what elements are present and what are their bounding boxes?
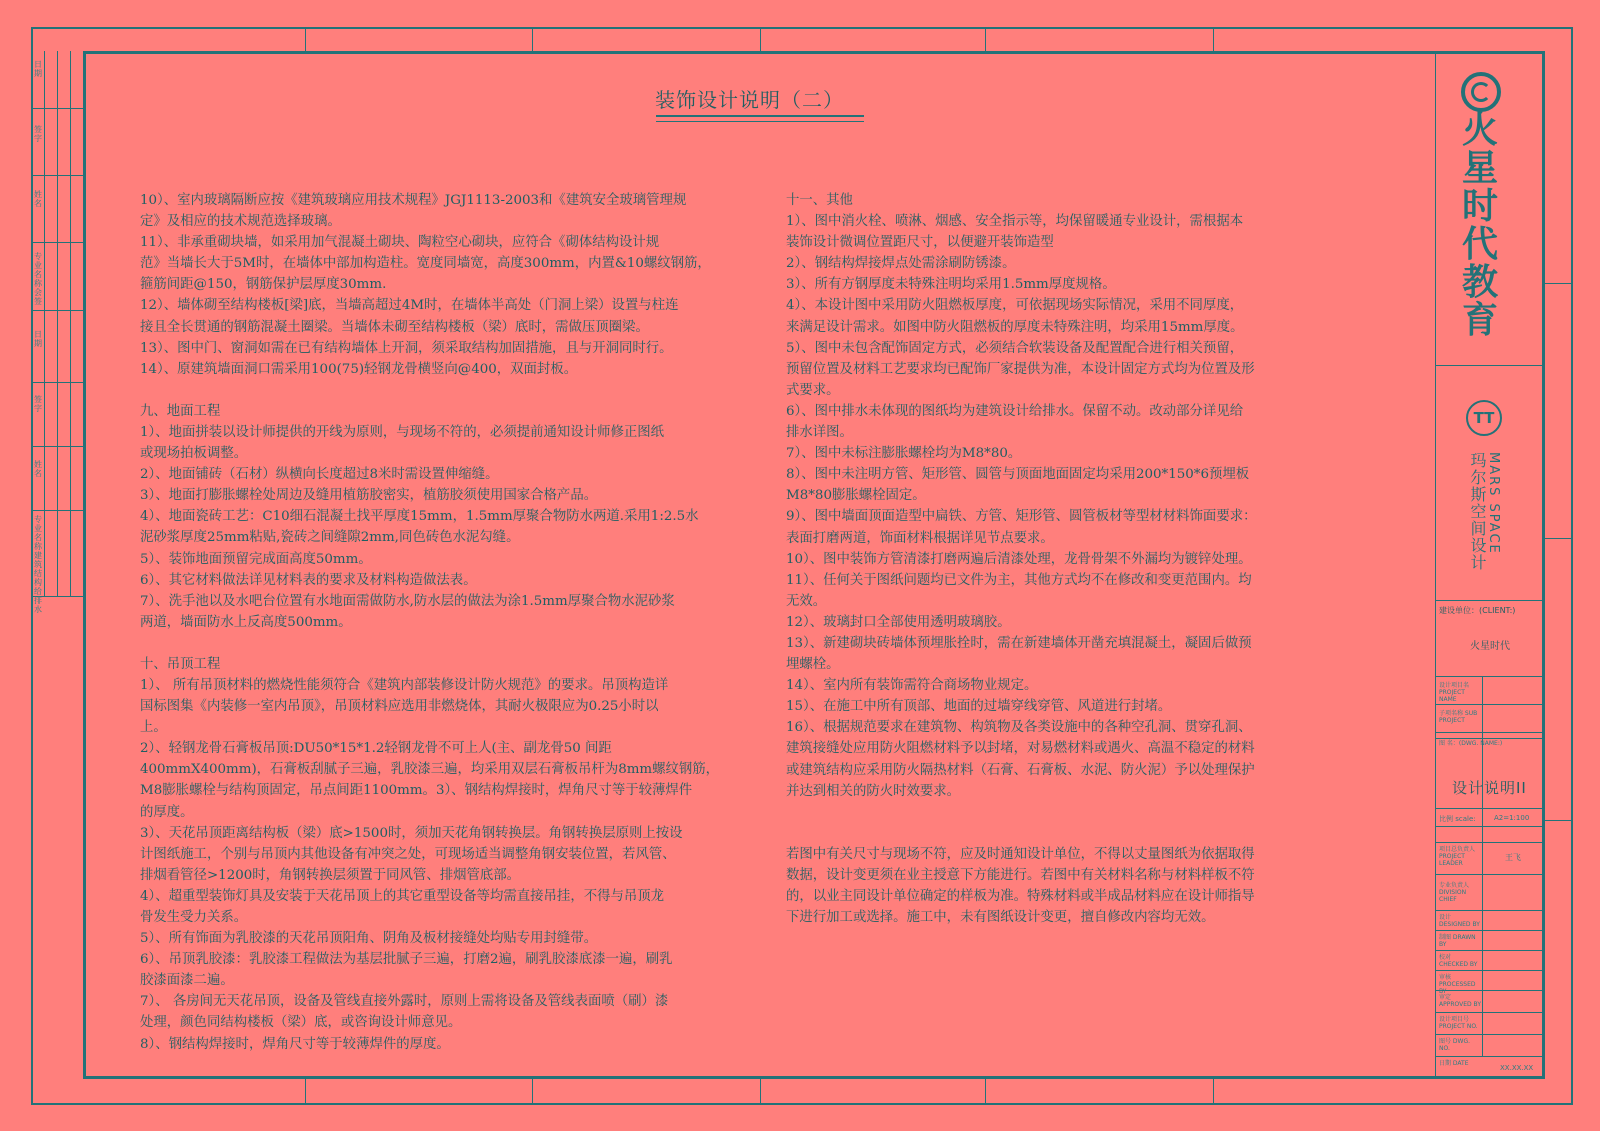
strip-label: 姓名	[34, 460, 42, 478]
drawn-label: 制图 DRAWN BY	[1439, 934, 1476, 948]
note-line: 来满足设计需求。如图中防火阻燃板的厚度未特殊注明，均采用15mm厚度。	[786, 319, 1244, 335]
drawing-title: 设计说明II	[1452, 779, 1527, 797]
title-underline	[656, 115, 864, 117]
project-leader-label: 项目总负责人 PROJECT LEADER	[1439, 846, 1476, 867]
strip-label: 姓名	[34, 190, 42, 208]
frame-tick	[532, 1079, 533, 1105]
note-line: 4）、地面瓷砖工艺：C10细石混凝土找平厚度15mm，1.5mm厚聚合物防水两道.采用1:2.5水	[140, 509, 699, 525]
frame-tick	[305, 1079, 306, 1105]
note-line: 或现场拍板调整。	[140, 446, 248, 462]
page-title: 装饰设计说明（二）	[655, 88, 844, 112]
frame-tick	[760, 1079, 761, 1105]
spacer	[786, 823, 1314, 844]
note-line: 国标图集《内装修一室内吊顶》，吊顶材料应选用非燃烧体，其耐火极限应为0.25小时以	[140, 699, 659, 715]
note-line: 泥砂浆厚度25mm粘贴,瓷砖之间缝隙2mm,同色砖色水泥勾缝。	[140, 530, 520, 546]
note-line: 或建筑结构应采用防火隔热材料（石膏、石膏板、水泥、防火泥）予以处理保护	[786, 762, 1255, 778]
note-line: 的，以业主同设计单位确定的样板为准。特殊材料或半成品材料应在设计师指导	[786, 888, 1255, 904]
strip-label: 专业名称 会签	[34, 252, 42, 306]
note-line: 5）、图中未包含配饰固定方式，必须结合软装设备及配置配合进行相关预留，	[786, 340, 1244, 356]
brand-name: 火星时代教育	[1461, 110, 1498, 341]
frame-tick	[1545, 283, 1573, 284]
designed-label: 设计 DESIGNED BY	[1439, 914, 1480, 928]
note-line: 下进行加工或选择。施工中，未有图纸设计变更，擅自修改内容均无效。	[786, 910, 1215, 925]
spacer	[140, 633, 740, 654]
notes-left-column	[140, 190, 740, 1055]
note-line: 12）、玻璃封口全部使用透明玻璃胶。	[786, 614, 1011, 630]
note-line: 1）、图中消火栓、喷淋、烟感、安全指示等，均保留暖通专业设计，需根据本	[786, 214, 1244, 230]
note-line: 3）、所有方钢厚度未特殊注明均采用1.5mm厚度规格。	[786, 277, 1116, 293]
brand2-chinese: 玛尔斯空间设计	[1468, 452, 1487, 571]
note-line: 9）、图中墙面顶面造型中扁铁、方管、矩形管、圆管板材等型材材料饰面要求：	[786, 509, 1257, 525]
note-line: 8）、图中未注明方管、矩形管、圆管与顶面地面固定均采用200*150*6预埋板	[786, 467, 1250, 483]
drawing-name-label: 图 名：(DWG. NAME:)	[1439, 740, 1503, 747]
frame-tick	[985, 1079, 986, 1105]
note-line: 11）、非承重砌块墙，如采用加气混凝土砌块、陶粒空心砌块，应符合《砌体结构设计规	[140, 235, 660, 251]
note-line: 接且全长贯通的钢筋混凝土圈梁。当墙体未砌至结构楼板（梁）底时，需做压顶圈梁。	[140, 319, 649, 335]
note-line: 13）、新建砌块砖墙体预埋胀拴时，需在新建墙体开凿充填混凝土，凝固后做预	[786, 635, 1252, 651]
frame-tick	[1545, 820, 1573, 821]
spacer	[140, 380, 740, 401]
project-name-label: 设计项目名 PROJECT NAME	[1439, 682, 1470, 703]
note-line: 排烟看管径>1200时，角钢转换层须置于同风管、排烟管底部。	[140, 867, 521, 883]
note-line: 7）、图中未标注膨胀螺栓均为M8*80。	[786, 446, 1022, 462]
note-line: 3）、地面打膨胀螺栓处周边及缝用植筋胶密实，植筋胶须使用国家合格产品。	[140, 488, 598, 504]
scale-value: A2=1:100	[1494, 814, 1530, 822]
processed-label: 审核 PROCESSED BY	[1439, 974, 1476, 995]
note-line: 14）、原建筑墙面洞口需采用100(75)轻钢龙骨横竖向@400，双面封板。	[140, 361, 578, 377]
client-label: 建设单位：(CLIENT:)	[1439, 606, 1516, 615]
note-line: 定》及相应的技术规范选择玻璃。	[140, 214, 341, 230]
note-line: 十一、其他	[786, 193, 853, 208]
title-underline	[656, 121, 864, 122]
scale-label: 比例 scale:	[1439, 815, 1476, 823]
strip-label: 日期	[34, 330, 42, 348]
frame-tick	[1213, 27, 1214, 51]
date-label: 日期 DATE	[1439, 1060, 1469, 1067]
note-line: 埋螺栓。	[786, 657, 840, 673]
note-line: 的厚度。	[140, 804, 194, 820]
note-line: 3）、天花吊顶距离结构板（梁）底>1500时，须加天花角钢转换层。角钢转换层原则上按设	[140, 825, 683, 841]
checked-label: 校对 CHECKED BY	[1439, 954, 1478, 968]
division-chief-label: 专业负责人 DIVISION CHIEF	[1439, 882, 1470, 903]
note-line: 11）、任何关于图纸问题均已文件为主，其他方式均不在修改和变更范围内。均	[786, 572, 1252, 588]
note-line: 2）、轻钢龙骨石膏板吊顶:DU50*15*1.2轻钢龙骨不可上人(主、副龙骨50 间距	[140, 741, 612, 757]
strip-label: 专业名称 建筑 结构 给排水	[34, 515, 42, 614]
strip-label: 签字	[34, 125, 42, 143]
note-line: 2）、钢结构焊接焊点处需涂刷防锈漆。	[786, 256, 1016, 272]
note-line: 上。	[140, 720, 167, 736]
sub-project-label: 子项名称 SUB PROJECT	[1439, 710, 1478, 724]
note-line: 式要求。	[786, 382, 840, 398]
note-line: 12）、墙体砌至结构楼板[梁]底，当墙高超过4M时，在墙体半高处（门洞上梁）设置与柱连	[140, 298, 679, 314]
note-line: 10）、图中装饰方管清漆打磨两遍后清漆处理，龙骨骨架不外漏均为镀锌处理。	[786, 551, 1252, 567]
note-line: 2）、地面铺砖（石材）纵横向长度超过8米时需设置伸缩缝。	[140, 467, 499, 483]
note-line: 5）、所有饰面为乳胶漆的天花吊顶阳角、阴角及板材接缝处均贴专用封缝带。	[140, 931, 598, 947]
note-line: 表面打磨两道，饰面材料根据详见节点要求。	[786, 530, 1054, 546]
approved-label: 审定 APPROVED BY	[1439, 994, 1482, 1008]
frame-tick	[305, 27, 306, 51]
client-value: 火星时代	[1470, 641, 1510, 652]
frame-tick	[1545, 538, 1573, 539]
title-block-divider	[1435, 600, 1545, 601]
spacer	[786, 802, 1314, 823]
project-no-label: 设计项目号 PROJECT NO.	[1439, 1016, 1478, 1030]
note-line: 1）、地面拼装以设计师提供的开线为原则，与现场不符的，必须提前通知设计师修正图纸	[140, 424, 665, 440]
note-line: 两道，墙面防水上反高度500mm。	[140, 614, 352, 630]
note-line: 7）、洗手池以及水吧台位置有水地面需做防水,防水层的做法为涂1.5mm厚聚合物水泥砂浆	[140, 593, 675, 609]
mars-space-logo-icon: TT	[1466, 400, 1502, 436]
note-line: 预留位置及材料工艺要求均已配饰厂家提供为准，本设计固定方式均为位置及形	[786, 361, 1255, 377]
frame-tick	[760, 27, 761, 51]
frame-tick	[1213, 1079, 1214, 1105]
brand2-english: MARS SPACE	[1486, 452, 1501, 555]
note-line: 排水详图。	[786, 425, 853, 441]
note-line: 范》当墙长大于5M时，在墙体中部加构造柱。宽度同墙宽，高度300mm，内置&10螺纹钢筋，	[140, 256, 711, 272]
frame-tick	[985, 27, 986, 51]
note-line: 8）、钢结构焊接时，焊角尺寸等于较薄焊件的厚度。	[140, 1036, 450, 1052]
note-line: 数据，设计变更须在业主授意下方能进行。若图中有关材料名称与材料样板不符	[786, 867, 1255, 883]
note-line: M8*80膨胀螺栓固定。	[786, 488, 926, 504]
note-line: 14）、室内所有装饰需符合商场物业规定。	[786, 678, 1038, 694]
note-line: 400mmX400mm)，石膏板刮腻子三遍，乳胶漆三遍，均采用双层石膏板吊杆为8mm螺纹钢筋，	[140, 762, 720, 778]
note-line: 7）、 各房间无天花吊顶，设备及管线直接外露时，原则上需将设备及管线表面喷（刷）漆	[140, 994, 669, 1010]
date-value: XX.XX.XX	[1500, 1064, 1534, 1072]
note-line: 胶漆面漆二遍。	[140, 973, 234, 989]
note-line: 建筑接缝处应用防火阻燃材料予以封堵，对易燃材料或遇火、高温不稳定的材料	[786, 741, 1255, 757]
note-line: 6）、吊顶乳胶漆：乳胶漆工程做法为基层批腻子三遍，打磨2遍，刷乳胶漆底漆一遍，刷乳	[140, 952, 673, 968]
note-line: 箍筋间距@150，钢筋保护层厚度30mm.	[140, 277, 387, 293]
note-line: 6）、其它材料做法详见材料表的要求及材料构造做法表。	[140, 572, 477, 588]
note-line: 1）、 所有吊顶材料的燃烧性能须符合《建筑内部装修设计防火规范》的要求。吊顶构造详	[140, 677, 669, 693]
note-line: 无效。	[786, 593, 827, 609]
dwg-no-label: 图号 DWG. NO.	[1439, 1038, 1471, 1052]
note-line: 5）、装饰地面预留完成面高度50mm。	[140, 551, 372, 567]
brand-logo-icon	[1461, 72, 1501, 112]
note-line: 处理，颜色同结构楼板（梁）底，或咨询设计师意见。	[140, 1015, 462, 1031]
note-line: 并达到相关的防火时效要求。	[786, 783, 961, 799]
note-line: 6）、图中排水未体现的图纸均为建筑设计给排水。保留不动。改动部分详见给	[786, 403, 1244, 419]
note-line: 16）、根据规范要求在建筑物、构筑物及各类设施中的各种空孔洞、贯穿孔洞、	[786, 720, 1252, 736]
note-line: 九、地面工程	[140, 403, 221, 419]
notes-right-column	[786, 190, 1314, 928]
note-line: 十、吊顶工程	[140, 656, 221, 672]
strip-label: 日期	[34, 60, 42, 78]
note-line: 计图纸施工，个别与吊顶内其他设备有冲突之处，可现场适当调整角钢安装位置，若风管、	[140, 846, 676, 862]
note-line: 装饰设计微调位置距尺寸，以便避开装饰造型	[786, 235, 1054, 251]
note-line: 10）、室内玻璃隔断应按《建筑玻璃应用技术规程》JGJ1113-2003和《建筑安全玻璃管理规	[140, 193, 687, 208]
note-line: 15）、在施工中所有顶部、地面的过墙穿线穿管、风道进行封堵。	[786, 699, 1172, 715]
strip-label: 签字	[34, 395, 42, 413]
note-line: 骨发生受力关系。	[140, 910, 248, 925]
note-line: M8膨胀螺栓与结构顶固定，吊点间距1100mm。3）、钢结构焊接时，焊角尺寸等于较薄焊件	[140, 783, 693, 799]
frame-tick	[532, 27, 533, 51]
note-line: 13）、图中门、窗洞如需在已有结构墙体上开洞，须采取结构加固措施，且与开洞同时行。	[140, 340, 673, 356]
note-line: 4）、本设计图中采用防火阻燃板厚度，可依据现场实际情况，采用不同厚度，	[786, 298, 1244, 314]
title-block-divider	[1435, 365, 1545, 366]
note-line: 4）、超重型装饰灯具及安装于天花吊顶上的其它重型设备等均需直接吊挂，不得与吊顶龙	[140, 888, 665, 904]
project-leader-value: 王飞	[1505, 853, 1521, 862]
note-line: 若图中有关尺寸与现场不符，应及时通知设计单位，不得以丈量图纸为依据取得	[786, 846, 1255, 862]
